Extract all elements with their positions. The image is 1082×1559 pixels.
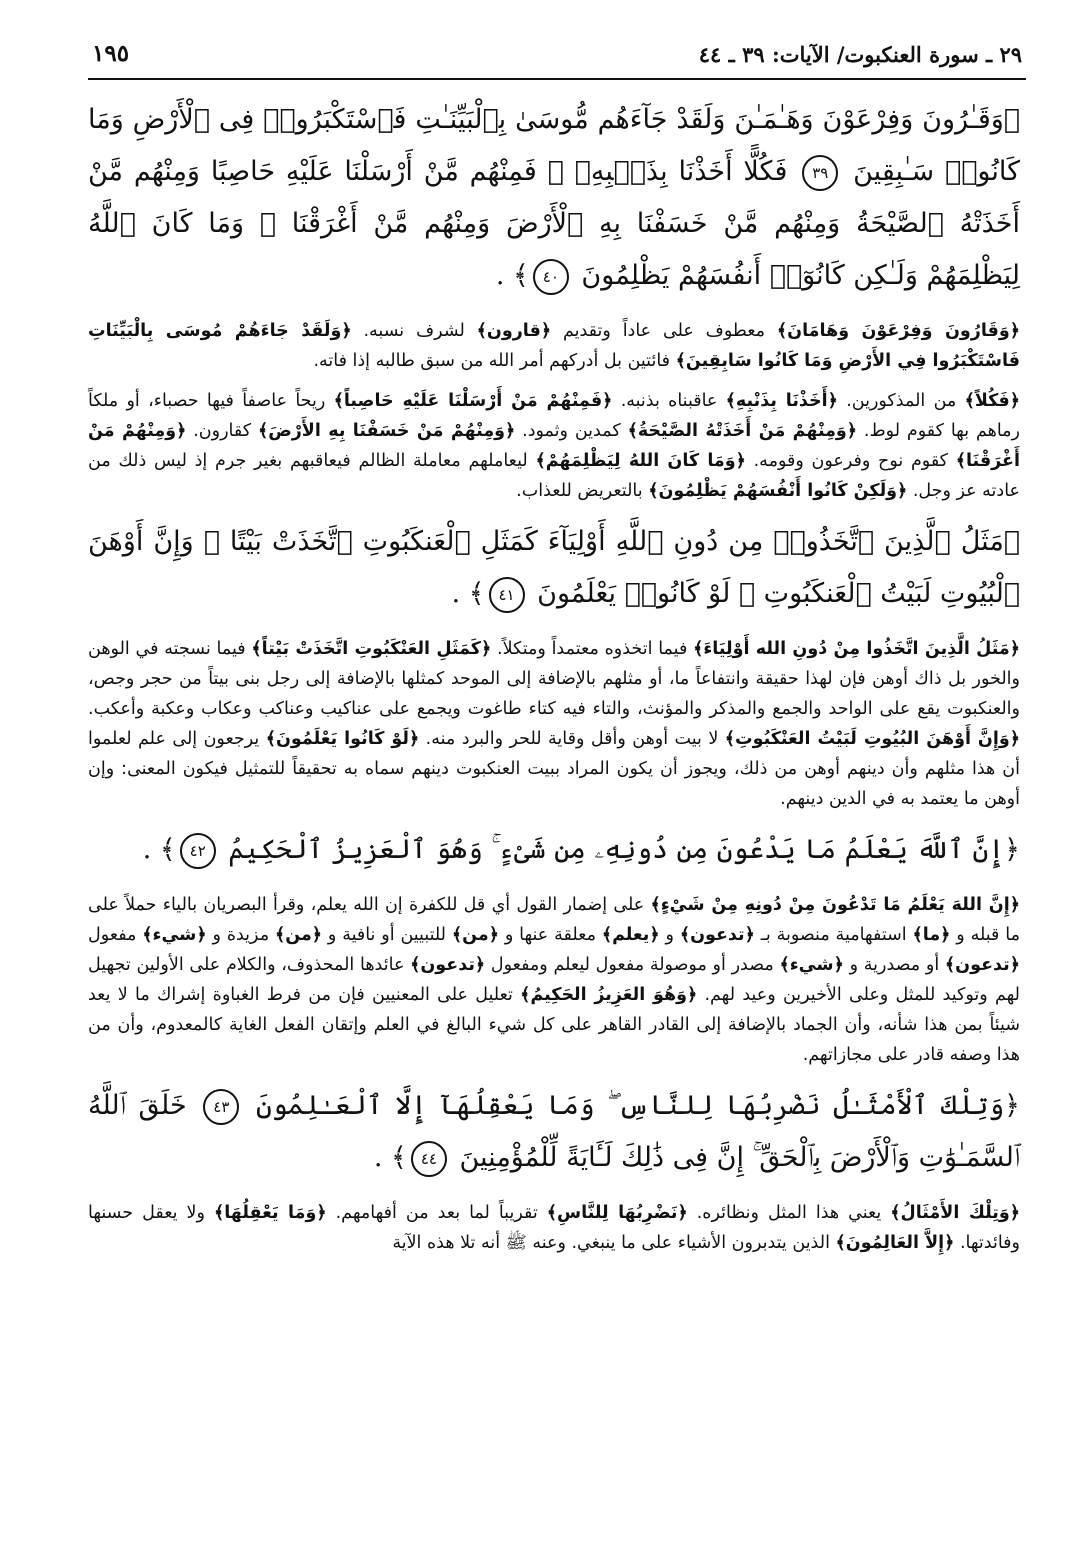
quoted-phrase: ﴿وَإِنَّ أَوْهَنَ البُيُوتِ لَبَيْتُ العَنْكَبُوتِ﴾ [724, 729, 1020, 749]
quoted-phrase: ﴿من﴾ [451, 925, 499, 945]
quran-verses-43-44 [88, 1080, 1020, 1184]
quoted-phrase: ﴿أَخَذْنَا بِذَنْبِهِ﴾ [725, 391, 838, 411]
quran-closing: ﴾ . [373, 1142, 407, 1173]
commentary-text: كقارون. [186, 421, 258, 441]
quoted-phrase: ﴿يعلم﴾ [601, 925, 660, 945]
quoted-phrase: ﴿تدعون﴾ [410, 955, 486, 975]
commentary-text: على إضمار القول أي قل للكفرة إن الله يعلم، وقرأ البصريان بالياء حملاً على ما قبله و [88, 895, 1020, 945]
tafsir-paragraph [88, 634, 1020, 814]
quran-text: فَكُلًّا أَخَذْنَا بِذَنۢبِهِۦ ۖ فَمِنْهُم مَّنْ أَرْسَلْنَا عَلَيْهِ حَاصِبًا وَمِنْهُم مَّنْ أَخَذَتْهُ ٱلصَّيْحَةُ وَمِنْهُم مَّنْ خَسَفْنَا بِهِ ٱلْأَرْضَ وَمِنْهُم مَّنْ أَغْرَقْنَا ۚ وَمَا كَانَ ٱللَّهُ لِيَظْلِمَهُمْ وَلَـٰكِن كَانُوٓا۟ أَنفُسَهُمْ يَظْلِمُونَ [88, 156, 1020, 291]
commentary-text: ليعاملهم معاملة الظالم فيعاقبهم بغير جرم إذ ليس ذلك من عادته عز وجل. [88, 451, 1020, 501]
commentary-text: معلقة عنها و [498, 925, 602, 945]
quoted-phrase: ﴿وَمِنْهُمْ مَنْ أَغْرَقْنَا﴾ [88, 421, 1021, 471]
commentary-text: فائتين بل أدركهم أمر الله من سبق طالبه إذا فاته. [313, 351, 676, 371]
page-content [88, 94, 1020, 1268]
commentary-text: تقريباً لما بعد من أفهامهم. [326, 1203, 547, 1223]
quoted-phrase: ﴿وَقَارُونَ وَفِرْعَوْنَ وَهَامَانَ﴾ [776, 321, 1021, 341]
quoted-phrase: ﴿فَكُلاً﴾ [964, 391, 1020, 411]
quoted-phrase: ﴿وَمَا يَعْقِلُهَا﴾ [213, 1203, 327, 1223]
commentary-text: مزيدة و [206, 925, 275, 945]
commentary-text: مصدر أو موصولة مفعول ليعلم ومفعول [485, 955, 780, 975]
commentary-text: فيما اتخذوه معتمداً ومتكلاً. [491, 639, 694, 659]
quoted-phrase: ﴿لَوْ كَانُوا يَعْلَمُونَ﴾ [265, 729, 420, 749]
verse-number-marker: ٤٤ [411, 1141, 447, 1177]
verse-number-marker: ٣٩ [802, 155, 838, 191]
quran-verse-41 [88, 516, 1020, 620]
commentary-text: كمدين وثمود. [515, 421, 628, 441]
quoted-phrase: ﴿شيء﴾ [779, 955, 844, 975]
running-title: ٢٩ ـ سورة العنكبوت/ الآيات: ٣٩ ـ ٤٤ [698, 42, 1022, 67]
quoted-phrase: ﴿شيء﴾ [142, 925, 207, 945]
quran-text: ﴿وَتِلْكَ ٱلْأَمْثَـٰلُ نَضْرِبُهَا لِلنَّاسِ ۖ وَمَا يَعْقِلُهَآ إِلَّا ٱلْعَـٰلِمُونَ [256, 1090, 1020, 1121]
commentary-text: تعليل على المعنيين فإن من فرط الغباوة إشراك ما لا يعد شيئاً بمن هذا شأنه، وأن الجماد بالإضافة إلى القادر القاهر على كل شيء البالغ في العلم وإتقان الفعل الغاية كالمعدوم، وأن من هذا وصفه قادر على مجازاتهم. [88, 985, 1020, 1065]
quoted-phrase: ﴿وَمَا كَانَ اللهُ لِيَظْلِمَهُمْ﴾ [535, 451, 746, 471]
commentary-text: يرجعون إلى علم لعلموا أن هذا مثلهم وأن دينهم أوهن من ذلك، ويجوز أن يكون المراد ببيت العنكبوت دينهم سماه به تحقيقاً للتمثيل فيكون المعنى: وإن أوهن ما يعتمد به في الدين دينهم. [88, 729, 1020, 809]
page-header [92, 36, 1022, 76]
commentary-text: فيما نسجته في الوهن والخور بل ذاك أوهن فإن لهذا حقيقة وانتفاعاً ما، أو مثلهم بالإضافة إلى الموحد كمثلها بالإضافة إلى رجل بنى بيتاً من حجر وجص، والعنكبوت يقع على الواحد والجمع والمذكر والمؤنث، والتاء فيه كتاء طاغوت ويجمع على عناكيب وعناكب وعكاب وعكبة وأعكب. [88, 639, 1020, 719]
commentary-text: من المذكورين. [837, 391, 965, 411]
quoted-phrase: ﴿تدعون﴾ [944, 955, 1020, 975]
commentary-text: استفهامية منصوبة بـ [754, 925, 913, 945]
commentary-text: كقوم نوح وفرعون وقومه. [745, 451, 956, 471]
quoted-phrase: ﴿قارون﴾ [476, 321, 552, 341]
header-rule [88, 78, 1026, 80]
quoted-phrase: ﴿وَمِنْهُمْ مَنْ أَخَذَتْهُ الصَّيْحَةُ﴾ [627, 421, 858, 441]
commentary-text: الذين يتدبرون الأشياء على ما ينبغي. وعنه ﷺ أنه تلا هذه الآية [392, 1233, 836, 1253]
quoted-phrase: ﴿إِلاَّ العَالِمُونَ﴾ [835, 1233, 955, 1253]
quoted-phrase: ﴿فَمِنْهُمْ مَنْ أَرْسَلْنَا عَلَيْهِ حَاصِباً﴾ [333, 391, 613, 411]
tafsir-paragraph [88, 1198, 1020, 1258]
commentary-text: و [659, 925, 680, 945]
commentary-text: للتبيين أو نافية و [322, 925, 452, 945]
commentary-text: بالتعريض للعذاب. [516, 481, 649, 501]
tafsir-paragraph [88, 386, 1020, 506]
quran-closing: ﴾ . [495, 260, 529, 291]
quran-text: ﴿وَقَـٰرُونَ وَفِرْعَوْنَ وَهَـٰمَـٰنَ وَلَقَدْ جَآءَهُم مُّوسَىٰ بِٱلْبَيِّنَـٰتِ فَٱسْتَكْبَرُوا۟ فِى ٱلْأَرْضِ وَمَا كَانُوا۟ سَـٰبِقِينَ [88, 104, 1020, 187]
verse-number-marker: ٤٠ [533, 259, 569, 295]
quoted-phrase: ﴿نَضْرِبُهَا لِلنَّاسِ﴾ [546, 1203, 688, 1223]
quran-closing: ﴾ . [451, 578, 485, 609]
commentary-text: أو مصدرية و [843, 955, 945, 975]
quoted-phrase: ﴿وَمِنْهُمْ مَنْ خَسَفْنَا بِهِ الأَرْضَ﴾ [257, 421, 516, 441]
verse-number-marker: ٤١ [489, 577, 525, 613]
quoted-phrase: ﴿مَثَلُ الَّذِينَ اتَّخَذُوا مِنْ دُونِ الله أَوْلِيَاءَ﴾ [693, 639, 1021, 659]
commentary-text: معطوف على عاداً وتقديم [551, 321, 777, 341]
commentary-text: يعني هذا المثل ونظائره. [687, 1203, 891, 1223]
quoted-phrase: ﴿وَتِلْكَ الأَمْثَالُ﴾ [890, 1203, 1020, 1223]
commentary-text: عاقبناه بذنبه. [612, 391, 726, 411]
quoted-phrase: ﴿كَمَثَلِ العَنْكَبُوتِ اتَّخَذَتْ بَيْتاً﴾ [251, 639, 492, 659]
commentary-text: مفعول [88, 925, 143, 945]
quran-closing: ﴾ . [142, 834, 176, 865]
quoted-phrase: ﴿من﴾ [274, 925, 323, 945]
tafsir-paragraph [88, 316, 1020, 376]
quoted-phrase: ﴿وَهُوَ العَزِيزُ الحَكِيمُ﴾ [520, 985, 698, 1005]
commentary-text: لا بيت أوهن وأقل وقاية للحر والبرد منه. [419, 729, 725, 749]
verse-number-marker: ٤٢ [180, 833, 216, 869]
quoted-phrase: ﴿إِنَّ اللهَ يَعْلَمُ مَا تَدْعُونَ مِنْ دُونِهِ مِنْ شَيْءٍ﴾ [650, 895, 1020, 915]
tafsir-paragraph [88, 890, 1020, 1070]
quoted-phrase: ﴿وَلَقَدْ جَاءَهُمْ مُوسَى بِالْبَيِّنَاتِ فَاسْتَكْبَرُوا فِي الأَرْضِ وَمَا كَانُوا سَابِقِينَ﴾ [88, 321, 1020, 371]
commentary-text: عائدها المحذوف، والكلام على الأولين تجهيل لهم وتوكيد للمثل وعلى الأخيرين وعيد لهم. [88, 955, 1020, 1005]
quoted-phrase: ﴿ما﴾ [912, 925, 951, 945]
page-number: ١٩٥ [92, 40, 130, 67]
quran-text: ﴿إِنَّ ٱللَّهَ يَعْلَمُ مَا يَدْعُونَ مِن دُونِهِۦ مِن شَىْءٍ ۚ وَهُوَ ٱلْعَزِيزُ ٱلْحَكِيمُ [228, 834, 1020, 865]
quran-text: ﴿مَثَلُ ٱلَّذِينَ ٱتَّخَذُوا۟ مِن دُونِ ٱللَّهِ أَوْلِيَآءَ كَمَثَلِ ٱلْعَنكَبُوتِ ٱتَّخَذَتْ بَيْتًا ۖ وَإِنَّ أَوْهَنَ ٱلْبُيُوتِ لَبَيْتُ ٱلْعَنكَبُوتِ ۖ لَوْ كَانُوا۟ يَعْلَمُونَ [88, 526, 1020, 609]
quran-verse-42 [88, 824, 1020, 876]
commentary-text: لشرف نسبه. [351, 321, 477, 341]
quoted-phrase: ﴿وَلَكِنْ كَانُوا أَنْفُسَهُمْ يَظْلِمُونَ﴾ [648, 481, 908, 501]
quoted-phrase: ﴿تدعون﴾ [679, 925, 755, 945]
quran-text: خَلَقَ ٱللَّهُ ٱلسَّمَـٰوَٰتِ وَٱلْأَرْضَ بِٱلْحَقِّ ۚ إِنَّ فِى ذَٰلِكَ لَـَٔايَةً لِّلْمُؤْمِنِينَ [88, 1090, 1020, 1173]
commentary-text: ريحاً عاصفاً فيها حصباء، أو ملكاً رماهم بها كقوم لوط. [88, 391, 1020, 441]
quran-verses-39-40 [88, 94, 1020, 302]
commentary-text: ولا يعقل حسنها وفائدتها. [88, 1203, 1020, 1253]
verse-number-marker: ٤٣ [203, 1089, 239, 1125]
